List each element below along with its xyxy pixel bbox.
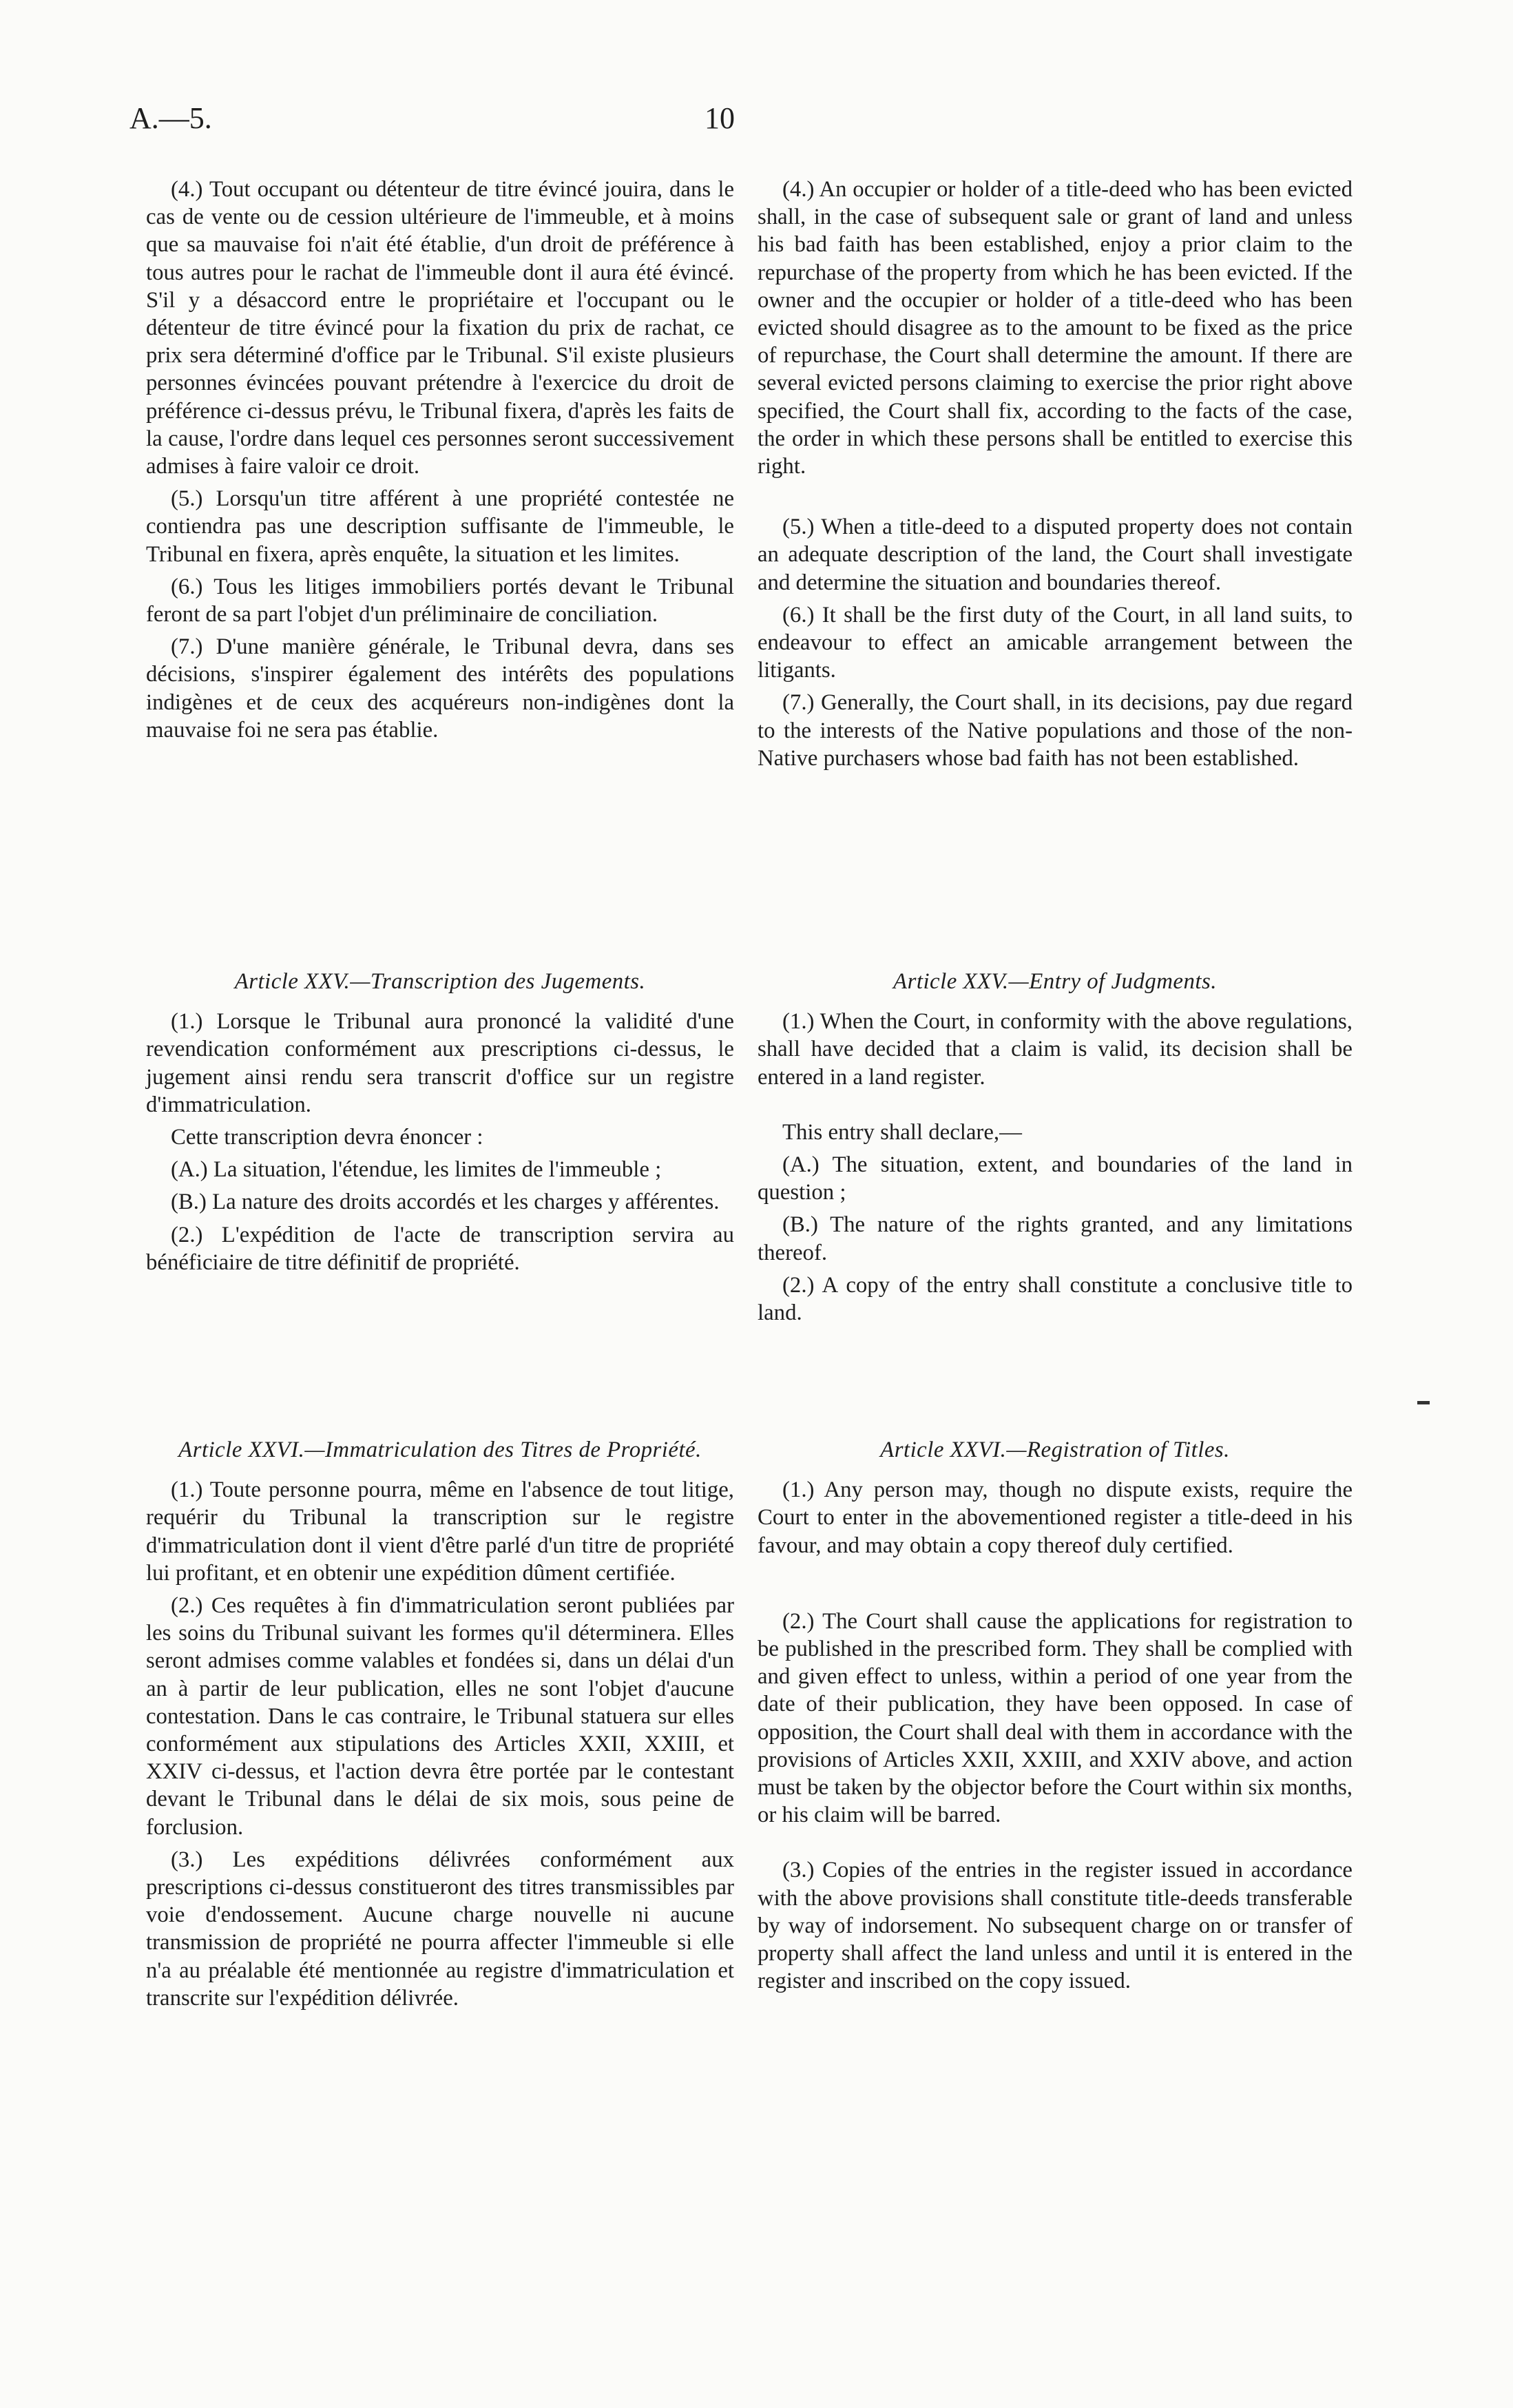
english-block-1 (758, 176, 1353, 777)
paragraph: (A.) La situation, l'étendue, les limites de l'immeuble ; (171, 1157, 662, 1183)
paragraph: (2.) The Court shall cause the applications for registration to be published in the prescribed form. They shall be complied with and given effect to unless, within a period of one year from the date of their publication, they have been opposed. In case of opposition, the Court shall deal with them in accordance with the provisions of Articles XXII, XXIII, and XXIV above, and action must be taken by the objector before the Court within six months, or his claim will be barred. (758, 1608, 1353, 1828)
paragraph: (1.) Any person may, though no dispute exists, require the Court to enter in the abovementioned register a title-deed in his favour, and may obtain a copy thereof duly certified. (758, 1477, 1353, 1558)
page-number: 10 (705, 101, 735, 135)
paragraph: (5.) Lorsqu'un titre afférent à une propriété contestée ne contiendra pas une description suffisante de l'immeuble, le Tribunal en fixera, après enquête, la situation et les limites. (146, 486, 734, 567)
english-article-25 (758, 968, 1353, 1331)
paragraph: (7.) D'une manière générale, le Tribunal devra, dans ses décisions, s'inspirer également des intérêts des populations indigènes et de ceux des acquéreurs non-indigènes dont la mauvaise foi ne sera pas établie. (146, 634, 734, 743)
french-article-26 (146, 1436, 734, 2017)
paragraph: (3.) Les expéditions délivrées conformément aux prescriptions ci-dessus constitueront des titres transmissibles par voie d'endossement. Aucune charge nouvelle ni aucune transmission de propriété ne pourra affecter l'immeuble si elle n'a au préalable été mentionnée au registre d'immatriculation et transcrite sur l'expédition délivrée. (146, 1847, 734, 2011)
paragraph: (B.) The nature of the rights granted, and any limitations thereof. (758, 1212, 1353, 1265)
paragraph: This entry shall declare,— (782, 1119, 1022, 1145)
article-title: Article XXVI.—Registration of Titles. (880, 1437, 1230, 1462)
paragraph: (1.) Lorsque le Tribunal aura prononcé la validité d'une revendication conformément aux prescriptions ci-dessus, le jugement ainsi rendu sera transcrit d'office sur un registre d'immatriculation. (146, 1009, 734, 1117)
paragraph: (1.) Toute personne pourra, même en l'absence de tout litige, requérir du Tribunal la transcription sur le registre d'immatriculation dont il vient d'être parlé d'un titre de propriété lui profitant, et en obtenir une expédition dûment certifiée. (146, 1477, 734, 1586)
french-block-1 (146, 176, 734, 749)
paragraph: (6.) It shall be the first duty of the Court, in all land suits, to endeavour to effect an amicable arrangement between the litigants. (758, 602, 1353, 683)
paragraph: (1.) When the Court, in conformity with the above regulations, shall have decided that a claim is valid, its decision shall be entered in a land register. (758, 1009, 1353, 1090)
paragraph: (7.) Generally, the Court shall, in its decisions, pay due regard to the interests of the Native populations and those of the non-Native purchasers whose bad faith has not been established. (758, 690, 1353, 771)
english-article-26 (758, 1436, 1353, 2000)
paragraph: (4.) An occupier or holder of a title-deed who has been evicted shall, in the case of subsequent sale or grant of land and unless his bad faith has been established, enjoy a prior claim to the repurchase of the property from which he has been evicted. If the owner and the occupier or holder of a title-deed who has been evicted should disagree as to the amount to be fixed as the price of repurchase, the Court shall determine the amount. If there are several evicted persons claiming to exercise the prior right above specified, the Court shall fix, according to the facts of the case, the order in which these persons shall be entitled to exercise this right. (758, 177, 1353, 479)
document-reference: A.—5. (129, 101, 212, 135)
paragraph: Cette transcription devra énoncer : (171, 1125, 483, 1150)
article-title: Article XXV.—Transcription des Jugements. (234, 969, 646, 994)
paragraph: (3.) Copies of the entries in the register issued in accordance with the above provisions shall constitute title-deeds transferable by way of indorsement. No subsequent charge on or transfer of property shall affect the land unless and until it is entered in the register and inscribed on the copy issued. (758, 1858, 1353, 1994)
french-article-25 (146, 968, 734, 1281)
paragraph: (2.) Ces requêtes à fin d'immatriculation seront publiées par les soins du Tribunal suivant les formes qu'il déterminera. Elles seront admises comme valables et fondées si, dans un délai d'un an à partir de leur publication, elles ne sont l'objet d'aucune contestation. Dans le cas contraire, le Tribunal statuera sur elles conformément aux stipulations des Articles XXII, XXIII, et XXIV ci-dessus, et l'action devra être portée par le contestant devant le Tribunal dans le délai de six mois, sous peine de forclusion. (146, 1593, 734, 1840)
paragraph: (2.) A copy of the entry shall constitute a conclusive title to land. (758, 1272, 1353, 1326)
paragraph: (6.) Tous les litiges immobiliers portés devant le Tribunal feront de sa part l'objet d'un préliminaire de conciliation. (146, 574, 734, 627)
paragraph: (A.) The situation, extent, and boundaries of the land in question ; (758, 1152, 1353, 1205)
article-title: Article XXVI.—Immatriculation des Titres de Propriété. (178, 1437, 702, 1462)
paragraph: (4.) Tout occupant ou détenteur de titre évincé jouira, dans le cas de vente ou de cession ultérieure de l'immeuble, et à moins que sa mauvaise foi n'ait été établie, d'un droit de préférence à tous autres pour le rachat de l'immeuble dont il aura été évincé. S'il y a désaccord entre le propriétaire et l'occupant ou le détenteur de titre évincé pour la fixation du prix de rachat, ce prix sera déterminé d'office par le Tribunal. S'il existe plusieurs personnes évincées pouvant prétendre à l'exercice du droit de préférence ci-dessus prévu, le Tribunal fixera, d'après les faits de la cause, l'ordre dans lequel ces personnes seront successivement admises à faire valoir ce droit. (146, 177, 734, 479)
paragraph: (2.) L'expédition de l'acte de transcription servira au bénéficiaire de titre définitif de propriété. (146, 1222, 734, 1275)
paragraph: (5.) When a title-deed to a disputed property does not contain an adequate description of the land, the Court shall investigate and determine the situation and boundaries thereof. (758, 515, 1353, 595)
margin-mark (1417, 1401, 1430, 1404)
article-title: Article XXV.—Entry of Judgments. (893, 969, 1217, 994)
paragraph: (B.) La nature des droits accordés et les charges y afférentes. (171, 1190, 720, 1215)
